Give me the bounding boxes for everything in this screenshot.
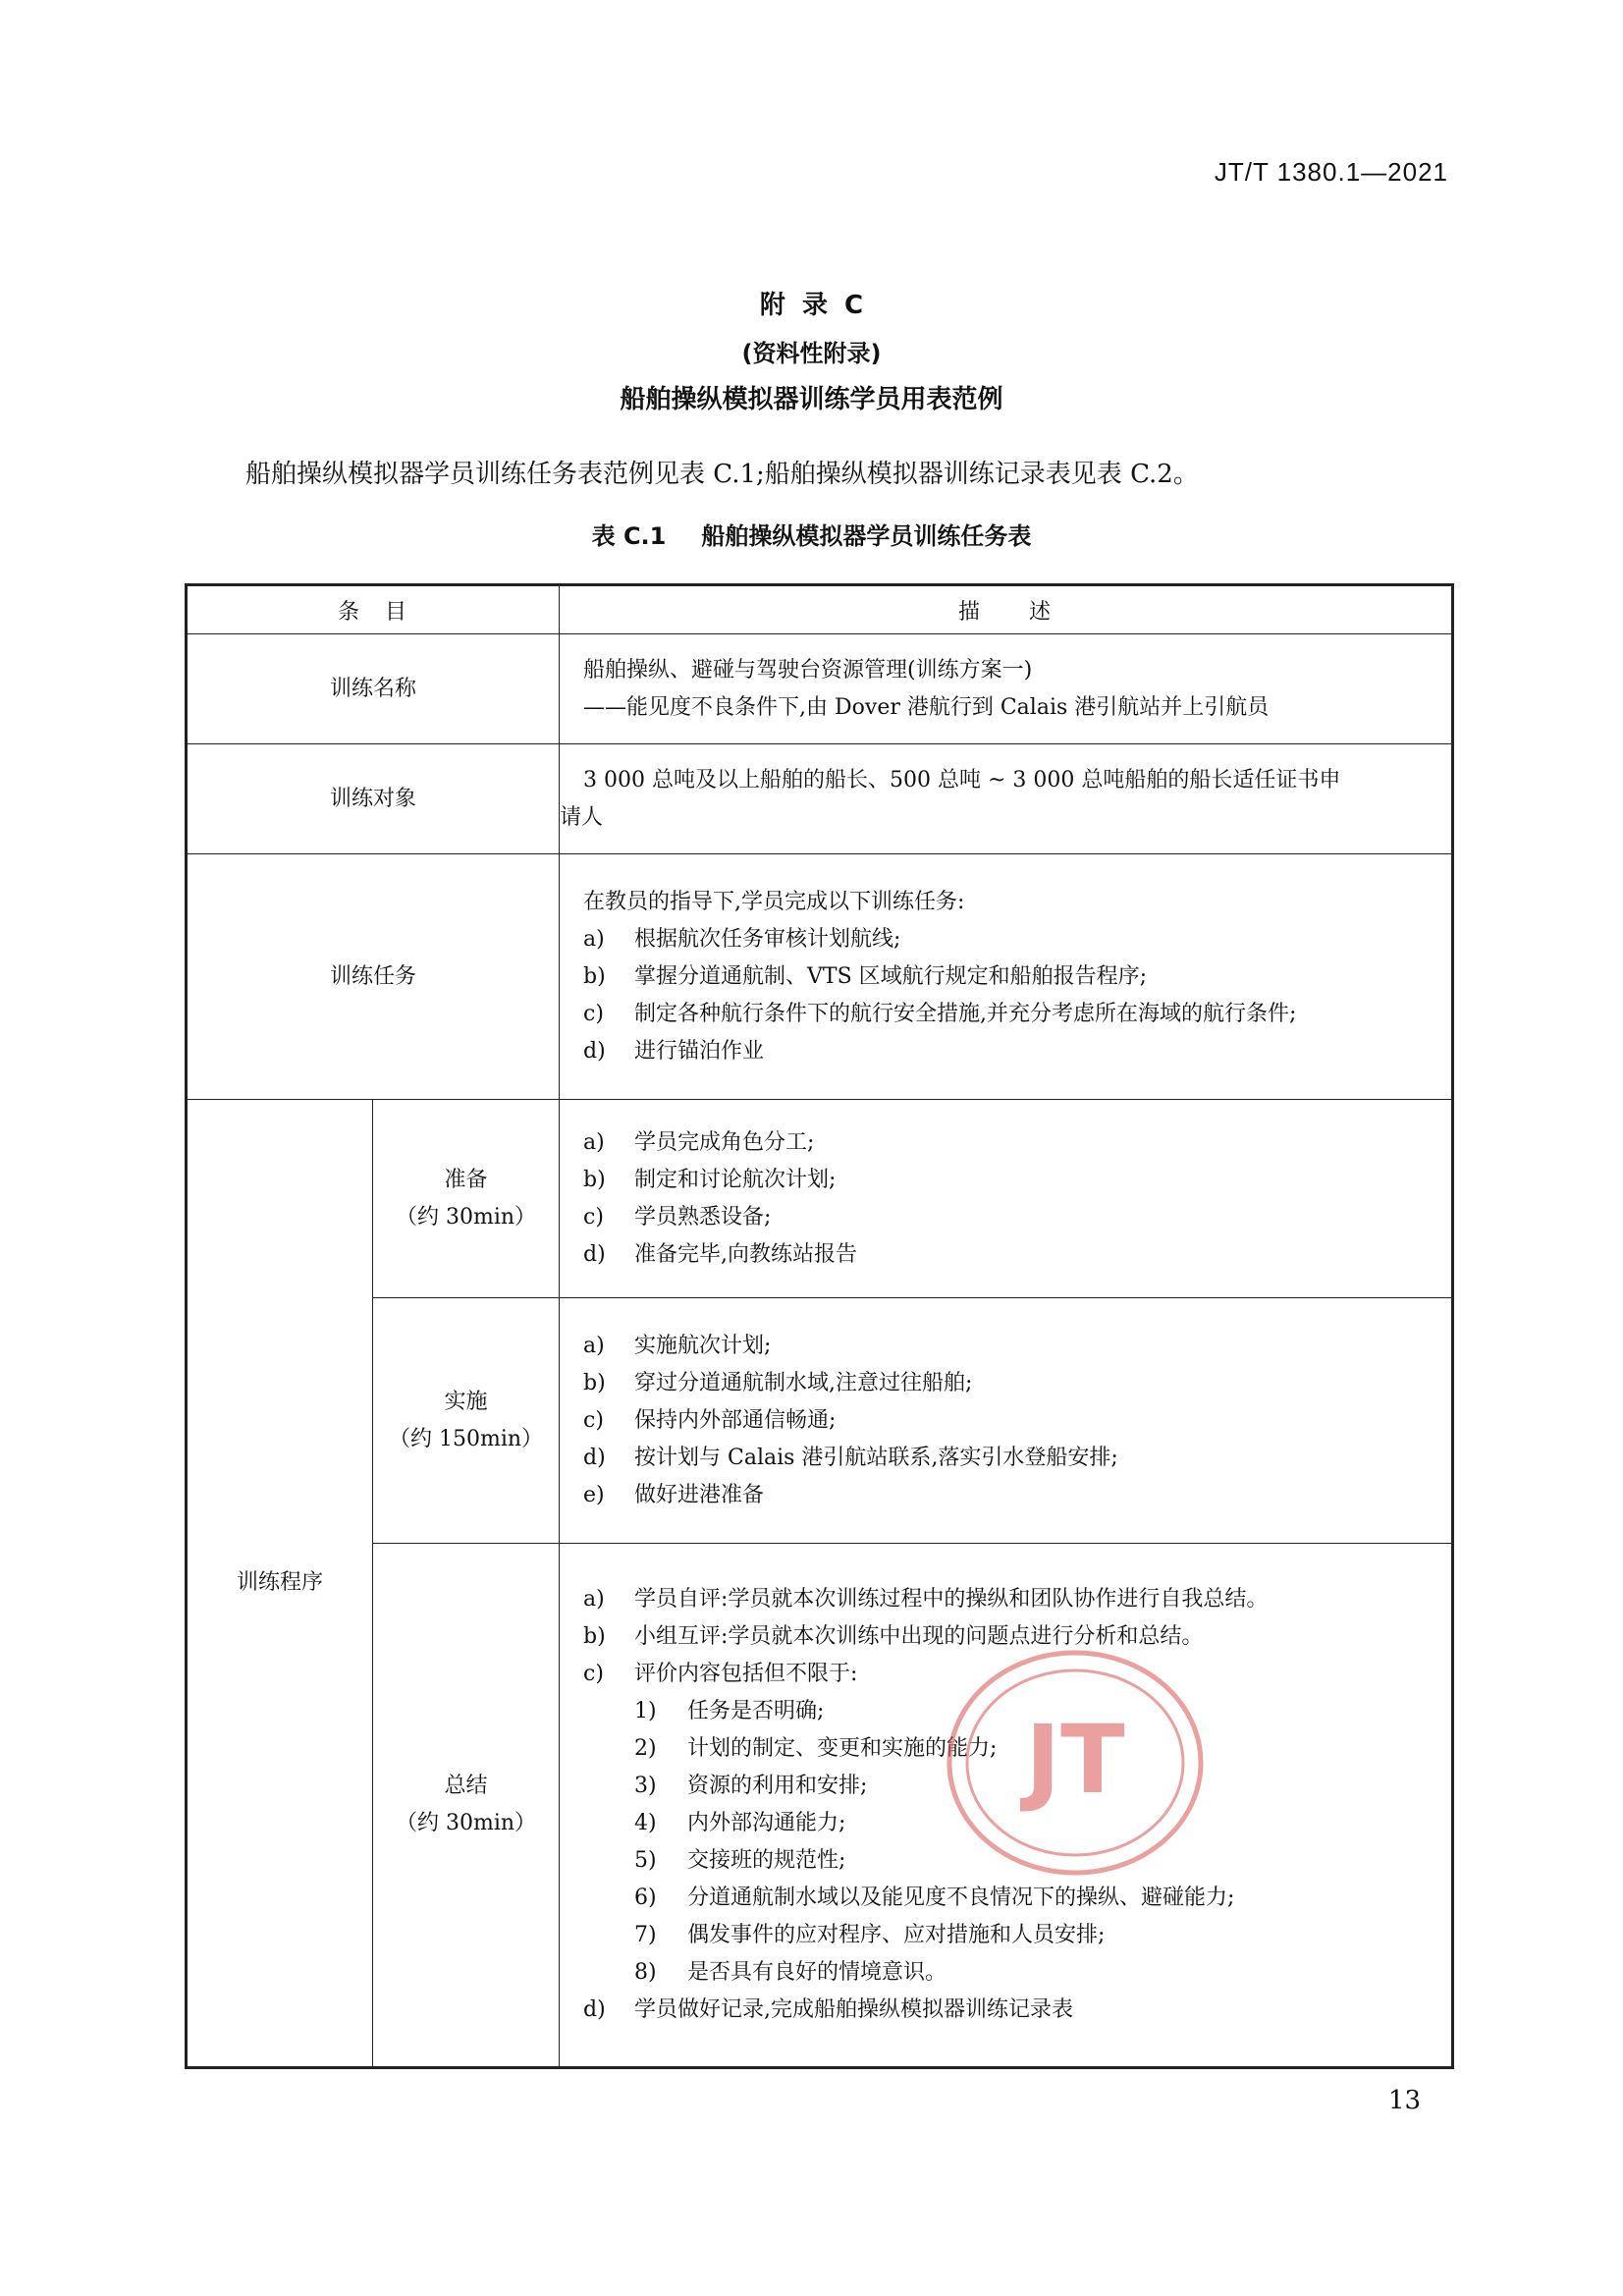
desc-line: 船舶操纵、避碰与驾驶台资源管理(训练方案一) — [583, 657, 1033, 683]
sub-list-item: 1) 任务是否明确; — [634, 1699, 825, 1723]
row-description — [560, 1298, 1453, 1544]
sub-list-item: 3) 资源的利用和安排; — [634, 1774, 868, 1798]
table-row-training-task — [187, 854, 1453, 1100]
list-item: c) 保持内外部通信畅通; — [583, 1407, 837, 1433]
sub-list-item: 4) 内外部沟通能力; — [634, 1811, 846, 1835]
phase-duration: （约 30min） — [395, 1811, 537, 1835]
sub-list-item: 6) 分道通航制水域以及能见度不良情况下的操纵、避碰能力; — [634, 1886, 1235, 1910]
phase-name: 准备 — [444, 1167, 488, 1192]
list-item: c) 评价内容包括但不限于: — [583, 1662, 858, 1686]
table-row-phase-summary — [187, 1544, 1453, 2068]
list-item: a) 根据航次任务审核计划航线; — [583, 926, 901, 952]
table-caption-number: 表 C.1 — [591, 522, 667, 550]
list-item: d) 按计划与 Calais 港引航站联系,落实引水登船安排; — [583, 1445, 1118, 1470]
phase-label — [373, 1298, 560, 1544]
table-caption-title: 船舶操纵模拟器学员训练任务表 — [701, 522, 1032, 550]
appendix-label: 附 录 C — [759, 291, 864, 320]
list-item: b) 掌握分道通航制、VTS 区域航行规定和船舶报告程序; — [583, 963, 1148, 989]
list-item: b) 制定和讨论航次计划; — [583, 1167, 837, 1192]
sub-list-item: 7) 偶发事件的应对程序、应对措施和人员安排; — [634, 1923, 1106, 1947]
table-row-training-target — [187, 744, 1453, 854]
page-number: 13 — [1388, 2086, 1422, 2115]
col-header-item: 条 目 — [187, 585, 560, 634]
table-caption — [0, 517, 1623, 551]
desc-line: ——能见度不良条件下,由 Dover 港航行到 Calais 港引航站并上引航员 — [583, 694, 1270, 720]
sub-list-item: 5) 交接班的规范性; — [634, 1848, 846, 1873]
list-item: e) 做好进港准备 — [583, 1482, 765, 1507]
list-item: a) 学员完成角色分工; — [583, 1129, 815, 1155]
training-task-table — [185, 583, 1454, 2069]
col-header-description: 描 述 — [560, 585, 1453, 634]
row-label: 训练任务 — [187, 854, 560, 1100]
phase-name: 实施 — [444, 1389, 488, 1414]
list-item: a) 学员自评:学员就本次训练过程中的操纵和团队协作进行自我总结。 — [583, 1587, 1269, 1612]
row-description — [560, 854, 1453, 1100]
table-header-row — [187, 585, 1453, 634]
desc-line: 请人 — [560, 804, 604, 830]
table-row-training-name — [187, 634, 1453, 744]
desc-line: 3 000 总吨及以上船舶的船长、500 总吨 ~ 3 000 总吨船舶的船长适任证书申 — [583, 767, 1341, 793]
desc-line: 在教员的指导下,学员完成以下训练任务: — [583, 889, 965, 914]
intro-paragraph: 船舶操纵模拟器学员训练任务表范例见表 C.1;船舶操纵模拟器训练记录表见表 C.2。 — [245, 460, 1199, 489]
jt-watermark-stamp — [943, 1645, 1208, 1881]
list-item: b) 穿过分道通航制水域,注意过往船舶; — [583, 1370, 973, 1395]
list-item: c) 制定各种航行条件下的航行安全措施,并充分考虑所在海域的航行条件; — [583, 1001, 1297, 1026]
list-item: d) 进行锚泊作业 — [583, 1038, 765, 1064]
phase-name: 总结 — [444, 1774, 488, 1798]
phase-label — [373, 1100, 560, 1298]
row-label: 训练名称 — [187, 634, 560, 744]
row-description — [560, 744, 1453, 854]
sub-list-item: 8) 是否具有良好的情境意识。 — [634, 1960, 947, 1985]
row-label-procedure: 训练程序 — [187, 1100, 373, 2068]
list-item: c) 学员熟悉设备; — [583, 1204, 772, 1230]
row-label: 训练对象 — [187, 744, 560, 854]
row-description — [560, 1100, 1453, 1298]
table-row-phase-exec — [187, 1298, 1453, 1544]
list-item: d) 准备完毕,向教练站报告 — [583, 1241, 858, 1267]
appendix-nature: (资料性附录) — [741, 340, 882, 367]
list-item: d) 学员做好记录,完成船舶操纵模拟器训练记录表 — [583, 1997, 1074, 2022]
list-item: b) 小组互评:学员就本次训练中出现的问题点进行分析和总结。 — [583, 1624, 1204, 1649]
phase-duration: （约 30min） — [395, 1204, 537, 1230]
standard-code: JT/T 1380.1—2021 — [1214, 157, 1448, 187]
table-row-phase-prep — [187, 1100, 1453, 1298]
sub-list-item: 2) 计划的制定、变更和实施的能力; — [634, 1736, 998, 1761]
phase-duration: （约 150min） — [388, 1426, 544, 1451]
stamp-text: JT — [1025, 1705, 1125, 1815]
phase-label — [373, 1544, 560, 2068]
list-item: a) 实施航次计划; — [583, 1333, 772, 1358]
appendix-title: 船舶操纵模拟器训练学员用表范例 — [620, 385, 1003, 414]
row-description — [560, 634, 1453, 744]
